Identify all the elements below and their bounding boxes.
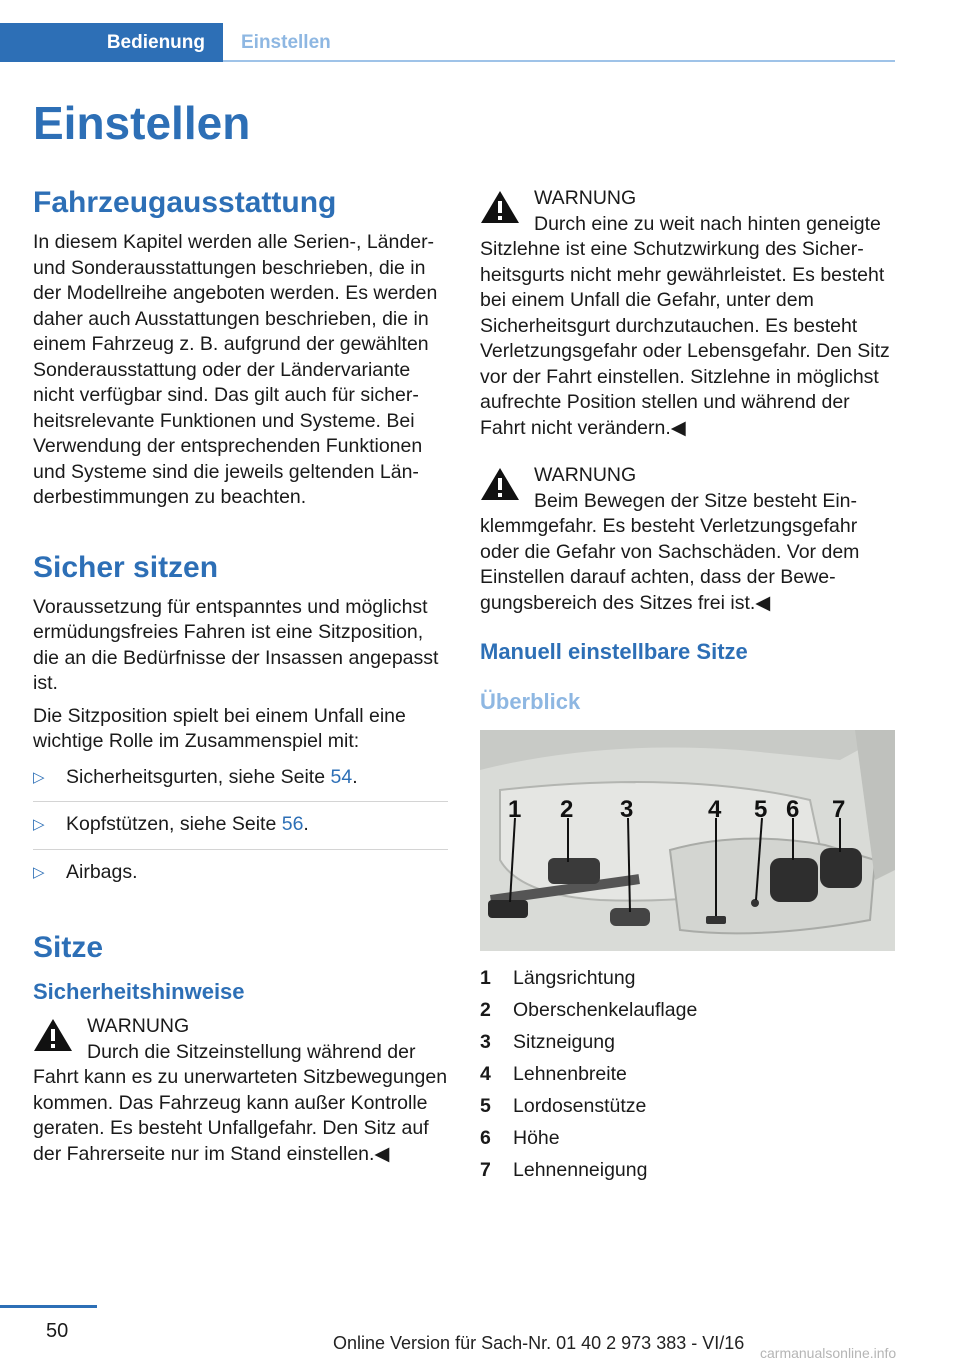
triangle-bullet-icon: ▷ [33,863,45,881]
subsection-heading-manuell: Manuell einstellbare Sitze [480,639,748,664]
page-link-56[interactable]: 56 [281,813,304,835]
left-column [33,185,448,1189]
tab-einstellen-label: Einstellen [241,31,331,53]
list-item: ▷ Kopfstützen, siehe Seite 56. [33,812,448,838]
legend-list [480,963,895,1187]
legend-item: 7 Lehnenneigung [480,1159,648,1182]
tab-bedienung[interactable] [0,23,223,62]
tab-bedienung-label: Bedienung [106,31,205,53]
warning-box [480,186,895,441]
figure-label-6: 6 [786,796,800,823]
warning-box [33,1014,448,1167]
warning-text: Beim Bewegen der Sitze besteht Einklemmgefahr. Es besteht Verletzungsgefahr oder die Gefahr von Sachschäden. Vor dem Einstellen darauf achten, dass der Bewegungsbereich des Sitzes frei ist.◀ [480,489,860,614]
paragraph-fahrzeugausstattung: In diesem Kapitel werden alle Serien-, Länder- und Sonderausstattungen beschrieben, die in der Modellreihe angeboten werden. Es werden daher auch Ausstattungen beschrieben, die in einem Fahrzeug z. B. aufgrund der gewählten Sonderausstattung oder der Ländervariante nicht verfügbar sind. Das gilt auch für sicherheitsrelevante Funktionen und Systeme. Bei Verwendung der entsprechenden Funktionen und Systeme sind die jeweils geltenden Länderbestimmungen zu beachten. [33,231,438,508]
legend-item: 1 Längsrichtung [480,967,636,990]
warning-text: Durch eine zu weit nach hinten geneigte Sitzlehne ist eine Schutzwirkung des Sicherheitsgurts nicht mehr gewährleistet. Es besteht bei einem Unfall die Gefahr, unter dem Sicherheitsgurt durchzutauchen. Es besteht Verletzungsgefahr oder Lebensgefahr. Den Sitz vor der Fahrt einstellen. Sitzlehne in möglichst aufrechte Position stellen und während der Fahrt nicht verändern.◀ [480,212,890,439]
footer-rule [0,1305,97,1308]
tab-underline [223,60,895,62]
footer-version-text: Online Version für Sach-Nr. 01 40 2 973 383 - VI/16 [333,1333,745,1353]
paragraph-sicher-sitzen-2: Die Sitzposition spielt bei einem Unfall eine wichtige Rolle im Zusammenspiel mit: [33,704,406,752]
warning-label: WARNUNG [534,187,637,209]
tab-einstellen[interactable] [241,23,331,62]
right-column [480,186,895,1187]
warning-box [480,463,895,616]
page-number: 50 [46,1320,69,1342]
figure-label-7: 7 [832,796,846,823]
warning-triangle-icon [33,1018,73,1052]
warning-triangle-icon [480,190,520,224]
bullet-text: Airbags. [66,860,138,883]
subsection-heading-ueberblick: Überblick [480,689,581,714]
legend-item: 4 Lehnenbreite [480,1063,627,1086]
list-item: ▷ Sicherheitsgurten, siehe Seite 54. [33,765,448,791]
warning-label: WARNUNG [534,464,637,486]
figure-label-1: 1 [508,796,522,823]
header-tabs [0,23,895,62]
figure-label-4: 4 [708,796,722,823]
figure-label-3: 3 [620,796,634,823]
legend-item: 5 Lordosenstütze [480,1095,647,1118]
warning-label: WARNUNG [87,1015,190,1037]
figure-label-5: 5 [754,796,768,823]
legend-item: 2 Oberschenkelauflage [480,999,698,1022]
section-heading-sicher-sitzen: Sicher sitzen [33,550,219,584]
list-item [33,860,448,886]
bullet-text: Kopfstützen, siehe Seite [66,813,282,835]
section-heading-sitze: Sitze [33,931,104,964]
triangle-bullet-icon: ▷ [33,768,45,786]
warning-text: Durch die Sitzeinstellung während der Fahrt kann es zu unerwarteten Sitzbewegungen kommen. Das Fahrzeug kann außer Kontrolle geraten. Es besteht Unfallgefahr. Den Sitz auf der Fahrerseite nur im Stand einstellen.◀ [33,1040,448,1165]
seat-figure [480,730,895,951]
legend-item: 3 Sitzneigung [480,1031,615,1054]
legend-item: 6 Höhe [480,1127,560,1150]
watermark: carmanualsonline.info [760,1345,897,1361]
bullet-text: Sicherheitsgurten, siehe Seite [66,765,331,788]
section-heading-fahrzeugausstattung: Fahrzeugausstattung [33,186,337,219]
figure-label-2: 2 [560,796,574,823]
paragraph-sicher-sitzen-1: Voraussetzung für entspanntes und möglichst ermüdungsfreies Fahren ist eine Sitzposition, die an die Bedürfnisse der Insassen angepasst ist. [33,595,439,694]
seat-illustration [480,730,895,951]
subsection-heading-sicherheitshinweise: Sicherheitshinweise [33,979,245,1004]
page-link-54[interactable]: 54 [330,765,353,788]
triangle-bullet-icon: ▷ [33,816,45,833]
warning-triangle-icon [480,467,520,501]
page-title: Einstellen [33,97,251,149]
